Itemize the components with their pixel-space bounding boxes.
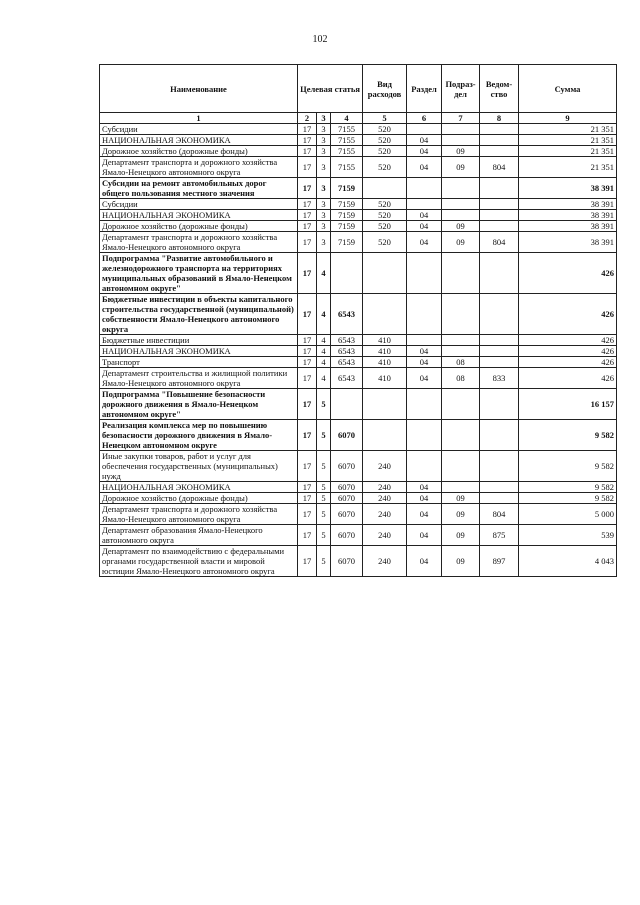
table-row: [100, 124, 617, 135]
row-article-code: 6070: [331, 482, 363, 493]
row-sum: 38 391: [519, 221, 617, 232]
row-section: 04: [407, 525, 442, 546]
header-expense-type: Вид расходов: [363, 65, 407, 113]
row-department: [480, 221, 519, 232]
row-article-code: 6543: [331, 294, 363, 335]
row-subprogram-code: 5: [317, 525, 331, 546]
row-article-code: 6543: [331, 368, 363, 389]
row-expense-type: 520: [363, 199, 407, 210]
row-sum: 426: [519, 253, 617, 294]
row-section: [407, 451, 442, 482]
row-name: Подпрограмма "Повышение безопасности дорожного движения в Ямало-Ненецком автономном округе": [100, 389, 298, 420]
row-expense-type: 520: [363, 124, 407, 135]
row-subprogram-code: 5: [317, 546, 331, 577]
row-section: [407, 124, 442, 135]
row-article-code: 6070: [331, 504, 363, 525]
row-expense-type: 240: [363, 546, 407, 577]
row-sum: 9 582: [519, 420, 617, 451]
row-subsection: [442, 389, 480, 420]
header-section: Раздел: [407, 65, 442, 113]
row-program-code: 17: [298, 335, 317, 346]
row-subprogram-code: 3: [317, 146, 331, 157]
row-sum: 21 351: [519, 146, 617, 157]
row-subsection: 09: [442, 504, 480, 525]
header-subsection: Подраз-дел: [442, 65, 480, 113]
row-name: Подпрограмма "Развитие автомобильного и железнодорожного транспорта на территориях муниципальных образований в Ямало-Ненецком автономном округе": [100, 253, 298, 294]
row-department: [480, 253, 519, 294]
row-sum: 38 391: [519, 199, 617, 210]
row-section: 04: [407, 357, 442, 368]
row-subsection: 08: [442, 357, 480, 368]
row-expense-type: [363, 253, 407, 294]
row-article-code: 7155: [331, 124, 363, 135]
row-program-code: 17: [298, 221, 317, 232]
row-sum: 5 000: [519, 504, 617, 525]
row-name: НАЦИОНАЛЬНАЯ ЭКОНОМИКА: [100, 135, 298, 146]
row-name: Департамент строительства и жилищной политики Ямало-Ненецкого автономного округа: [100, 368, 298, 389]
row-subsection: [442, 346, 480, 357]
row-subprogram-code: 4: [317, 253, 331, 294]
row-expense-type: 520: [363, 232, 407, 253]
row-section: [407, 294, 442, 335]
table-row: [100, 420, 617, 451]
row-expense-type: 240: [363, 493, 407, 504]
row-expense-type: [363, 294, 407, 335]
row-program-code: 17: [298, 146, 317, 157]
row-article-code: 6070: [331, 493, 363, 504]
row-sum: 426: [519, 368, 617, 389]
table-row: [100, 232, 617, 253]
table-row: [100, 294, 617, 335]
row-department: [480, 357, 519, 368]
row-name: НАЦИОНАЛЬНАЯ ЭКОНОМИКА: [100, 346, 298, 357]
row-subprogram-code: 3: [317, 232, 331, 253]
row-name: Субсидии на ремонт автомобильных дорог общего пользования местного значения: [100, 178, 298, 199]
row-program-code: 17: [298, 546, 317, 577]
row-subprogram-code: 4: [317, 357, 331, 368]
row-section: 04: [407, 157, 442, 178]
table-row: [100, 493, 617, 504]
column-number-row: [100, 113, 617, 124]
row-subprogram-code: 3: [317, 221, 331, 232]
row-expense-type: 410: [363, 335, 407, 346]
row-section: 04: [407, 482, 442, 493]
row-article-code: 6070: [331, 525, 363, 546]
row-subprogram-code: 5: [317, 420, 331, 451]
row-article-code: 7159: [331, 232, 363, 253]
row-expense-type: 240: [363, 451, 407, 482]
row-expense-type: 240: [363, 482, 407, 493]
row-sum: 9 582: [519, 482, 617, 493]
row-expense-type: [363, 389, 407, 420]
row-subsection: 09: [442, 546, 480, 577]
row-section: 04: [407, 546, 442, 577]
row-name: Транспорт: [100, 357, 298, 368]
row-expense-type: 410: [363, 346, 407, 357]
row-department: [480, 335, 519, 346]
row-name: Департамент транспорта и дорожного хозяйства Ямало-Ненецкого автономного округа: [100, 232, 298, 253]
row-section: 04: [407, 210, 442, 221]
row-section: [407, 420, 442, 451]
row-sum: 16 157: [519, 389, 617, 420]
row-expense-type: [363, 420, 407, 451]
row-subsection: [442, 420, 480, 451]
table-row: [100, 482, 617, 493]
row-expense-type: 520: [363, 135, 407, 146]
row-sum: 38 391: [519, 210, 617, 221]
header-name: Наименование: [100, 65, 298, 113]
row-article-code: 7159: [331, 199, 363, 210]
row-department: [480, 199, 519, 210]
row-subsection: 09: [442, 493, 480, 504]
table-row: [100, 335, 617, 346]
row-section: [407, 335, 442, 346]
row-subprogram-code: 5: [317, 451, 331, 482]
row-subsection: [442, 253, 480, 294]
row-program-code: 17: [298, 525, 317, 546]
row-sum: 21 351: [519, 157, 617, 178]
row-subprogram-code: 5: [317, 493, 331, 504]
row-name: Дорожное хозяйство (дорожные фонды): [100, 221, 298, 232]
row-department: [480, 178, 519, 199]
column-number: 3: [317, 113, 331, 124]
table-row: [100, 346, 617, 357]
table-row: [100, 546, 617, 577]
table-row: [100, 253, 617, 294]
row-expense-type: 410: [363, 357, 407, 368]
row-sum: 426: [519, 294, 617, 335]
row-program-code: 17: [298, 493, 317, 504]
row-program-code: 17: [298, 420, 317, 451]
row-sum: 21 351: [519, 135, 617, 146]
column-number: 1: [100, 113, 298, 124]
row-subprogram-code: 4: [317, 335, 331, 346]
row-name: Реализация комплекса мер по повышению безопасности дорожного движения в Ямало-Ненецком автономном округе: [100, 420, 298, 451]
row-subsection: [442, 124, 480, 135]
row-department: [480, 493, 519, 504]
table-row: [100, 135, 617, 146]
row-section: 04: [407, 221, 442, 232]
row-article-code: 7155: [331, 135, 363, 146]
row-expense-type: 240: [363, 504, 407, 525]
row-sum: 426: [519, 346, 617, 357]
row-subprogram-code: 4: [317, 368, 331, 389]
budget-table: [99, 64, 617, 577]
row-subprogram-code: 5: [317, 389, 331, 420]
table-row: [100, 389, 617, 420]
row-program-code: 17: [298, 357, 317, 368]
row-section: [407, 389, 442, 420]
column-number: 2: [298, 113, 317, 124]
row-name: НАЦИОНАЛЬНАЯ ЭКОНОМИКА: [100, 210, 298, 221]
row-program-code: 17: [298, 253, 317, 294]
row-section: 04: [407, 504, 442, 525]
table-row: [100, 199, 617, 210]
row-article-code: 7155: [331, 157, 363, 178]
column-number: 5: [363, 113, 407, 124]
row-section: 04: [407, 146, 442, 157]
row-subprogram-code: 5: [317, 482, 331, 493]
header-row: [100, 65, 617, 113]
row-department: 875: [480, 525, 519, 546]
row-article-code: 6543: [331, 346, 363, 357]
row-name: Иные закупки товаров, работ и услуг для обеспечения государственных (муниципальных) нужд: [100, 451, 298, 482]
row-subprogram-code: 4: [317, 346, 331, 357]
row-department: 804: [480, 504, 519, 525]
row-section: 04: [407, 368, 442, 389]
row-subsection: [442, 482, 480, 493]
row-subsection: [442, 335, 480, 346]
page-number: 102: [312, 34, 328, 45]
row-subprogram-code: 4: [317, 294, 331, 335]
row-subsection: 09: [442, 221, 480, 232]
row-department: [480, 210, 519, 221]
row-department: [480, 146, 519, 157]
row-subsection: 09: [442, 146, 480, 157]
row-program-code: 17: [298, 124, 317, 135]
row-expense-type: [363, 178, 407, 199]
row-article-code: 7159: [331, 178, 363, 199]
row-sum: 426: [519, 357, 617, 368]
row-sum: 4 043: [519, 546, 617, 577]
table-row: [100, 504, 617, 525]
row-subprogram-code: 3: [317, 178, 331, 199]
table-row: [100, 525, 617, 546]
row-name: Бюджетные инвестиции в объекты капитального строительства государственной (муниципальной) собственности Ямало-Ненецкого автономного округа: [100, 294, 298, 335]
row-sum: 9 582: [519, 451, 617, 482]
row-article-code: [331, 253, 363, 294]
table-body: [100, 124, 617, 577]
row-name: НАЦИОНАЛЬНАЯ ЭКОНОМИКА: [100, 482, 298, 493]
table-row: [100, 451, 617, 482]
row-program-code: 17: [298, 135, 317, 146]
row-subsection: [442, 199, 480, 210]
row-subsection: 09: [442, 525, 480, 546]
row-sum: 9 582: [519, 493, 617, 504]
row-program-code: 17: [298, 210, 317, 221]
row-program-code: 17: [298, 294, 317, 335]
row-article-code: 6070: [331, 451, 363, 482]
column-number: 7: [442, 113, 480, 124]
row-program-code: 17: [298, 389, 317, 420]
row-subsection: [442, 210, 480, 221]
row-subprogram-code: 3: [317, 157, 331, 178]
column-number: 4: [331, 113, 363, 124]
row-expense-type: 410: [363, 368, 407, 389]
row-article-code: 6070: [331, 546, 363, 577]
row-department: [480, 482, 519, 493]
row-department: [480, 346, 519, 357]
row-program-code: 17: [298, 199, 317, 210]
row-name: Департамент по взаимодействию с федеральными органами государственной власти и мировой юстиции Ямало-Ненецкого автономного округа: [100, 546, 298, 577]
row-name: Субсидии: [100, 124, 298, 135]
row-section: 04: [407, 135, 442, 146]
row-subsection: 09: [442, 157, 480, 178]
row-section: 04: [407, 346, 442, 357]
row-name: Бюджетные инвестиции: [100, 335, 298, 346]
row-name: Департамент образования Ямало-Ненецкого автономного округа: [100, 525, 298, 546]
row-section: 04: [407, 493, 442, 504]
table-row: [100, 357, 617, 368]
table-row: [100, 221, 617, 232]
row-subprogram-code: 3: [317, 199, 331, 210]
row-program-code: 17: [298, 482, 317, 493]
row-name: Департамент транспорта и дорожного хозяйства Ямало-Ненецкого автономного округа: [100, 157, 298, 178]
row-expense-type: 520: [363, 146, 407, 157]
row-subprogram-code: 3: [317, 210, 331, 221]
header-sum: Сумма: [519, 65, 617, 113]
row-name: Дорожное хозяйство (дорожные фонды): [100, 493, 298, 504]
row-subsection: [442, 178, 480, 199]
row-department: 833: [480, 368, 519, 389]
row-subsection: 08: [442, 368, 480, 389]
row-program-code: 17: [298, 157, 317, 178]
row-article-code: 6543: [331, 335, 363, 346]
row-expense-type: 520: [363, 221, 407, 232]
row-program-code: 17: [298, 232, 317, 253]
row-article-code: 7159: [331, 210, 363, 221]
table-row: [100, 210, 617, 221]
row-name: Дорожное хозяйство (дорожные фонды): [100, 146, 298, 157]
row-program-code: 17: [298, 346, 317, 357]
row-section: [407, 253, 442, 294]
row-program-code: 17: [298, 178, 317, 199]
row-article-code: 7155: [331, 146, 363, 157]
row-subsection: [442, 294, 480, 335]
row-department: [480, 420, 519, 451]
row-program-code: 17: [298, 504, 317, 525]
header-target-article: Целевая статья: [298, 65, 363, 113]
row-program-code: 17: [298, 368, 317, 389]
table-row: [100, 157, 617, 178]
row-section: 04: [407, 232, 442, 253]
row-article-code: 6543: [331, 357, 363, 368]
row-expense-type: 520: [363, 157, 407, 178]
row-department: [480, 294, 519, 335]
row-department: 804: [480, 157, 519, 178]
row-sum: 38 391: [519, 178, 617, 199]
row-sum: 426: [519, 335, 617, 346]
row-article-code: [331, 389, 363, 420]
column-number: 9: [519, 113, 617, 124]
column-number: 8: [480, 113, 519, 124]
row-department: [480, 451, 519, 482]
row-subsection: 09: [442, 232, 480, 253]
row-article-code: 7159: [331, 221, 363, 232]
row-expense-type: 240: [363, 525, 407, 546]
row-sum: 539: [519, 525, 617, 546]
row-article-code: 6070: [331, 420, 363, 451]
table-row: [100, 368, 617, 389]
row-subsection: [442, 135, 480, 146]
table-row: [100, 178, 617, 199]
row-subprogram-code: 3: [317, 124, 331, 135]
row-department: [480, 389, 519, 420]
row-subprogram-code: 5: [317, 504, 331, 525]
row-subprogram-code: 3: [317, 135, 331, 146]
table-row: [100, 146, 617, 157]
row-department: 897: [480, 546, 519, 577]
row-section: [407, 178, 442, 199]
row-department: [480, 124, 519, 135]
row-subsection: [442, 451, 480, 482]
column-number: 6: [407, 113, 442, 124]
header-department: Ведом-ство: [480, 65, 519, 113]
row-name: Субсидии: [100, 199, 298, 210]
row-sum: 21 351: [519, 124, 617, 135]
row-department: [480, 135, 519, 146]
row-sum: 38 391: [519, 232, 617, 253]
row-section: [407, 199, 442, 210]
row-program-code: 17: [298, 451, 317, 482]
row-name: Департамент транспорта и дорожного хозяйства Ямало-Ненецкого автономного округа: [100, 504, 298, 525]
row-expense-type: 520: [363, 210, 407, 221]
row-department: 804: [480, 232, 519, 253]
